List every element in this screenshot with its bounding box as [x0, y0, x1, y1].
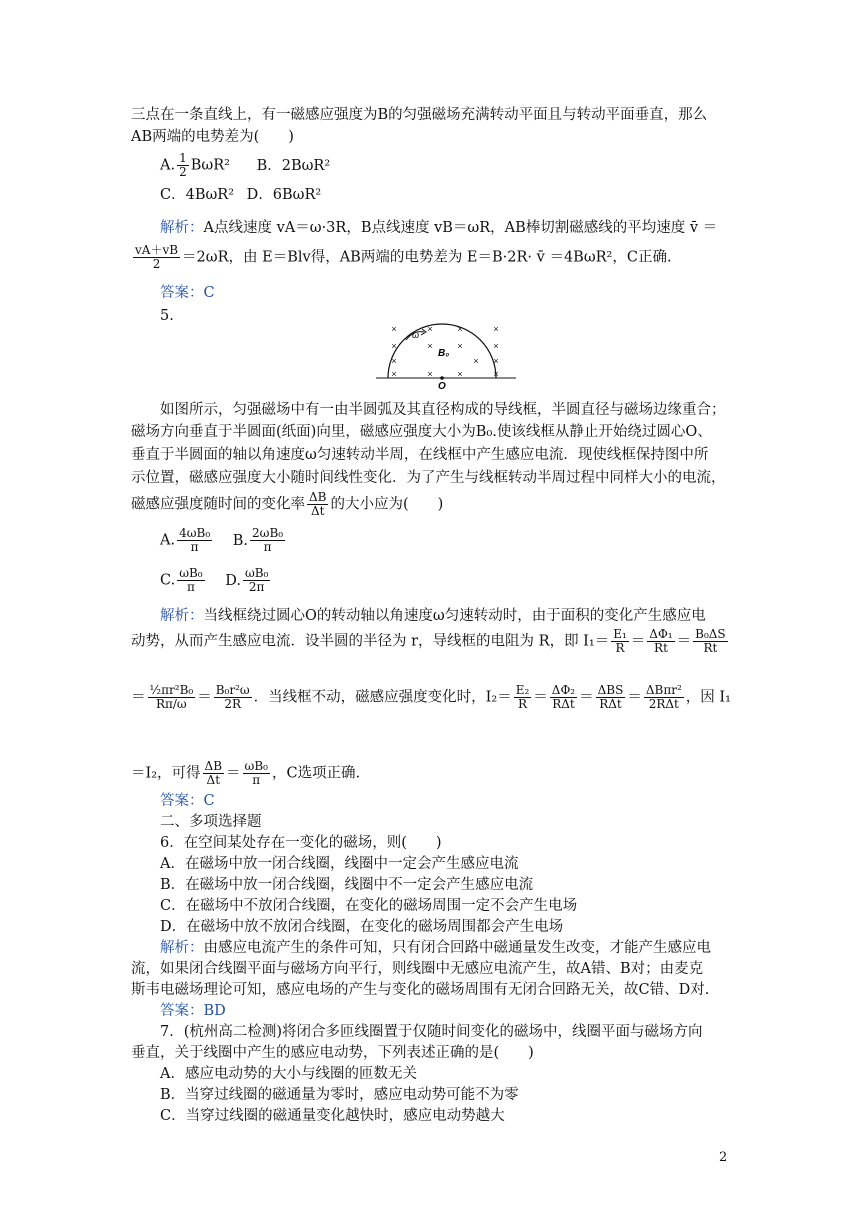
q4-options-cd: [160, 185, 321, 205]
q5-optB-fraction: $\frac{\text{2ωB₀}}{\pi}$: [252, 526, 284, 554]
q4-options-ab: [160, 152, 330, 179]
q5-analysis-line2: 动势，从而产生感应电流．设半圆的半径为 r，导线框的电阻为 R，即 I₁＝ $\frac{\text{E₁}}{R}$ ＝ $\frac{\text{ΔΦ₁}}{Rt}$ ＝ $\frac{\text{B₀ΔS}}{Rt}$: [131, 627, 726, 655]
cross-mark: ×: [427, 324, 433, 334]
cross-mark: ×: [493, 341, 499, 351]
center-label: O: [438, 381, 446, 390]
q4-analysis-line2: $\frac{vA+vB}{2}$ ＝2ωR，由 E＝Blv得，AB两端的电势差为 E＝B·2R· v̄ ＝4BωR²，C正确.: [135, 243, 672, 271]
q4-avg-velocity-fraction: $\frac{vA+vB}{2}$: [135, 243, 179, 271]
page-number: 2: [719, 1150, 728, 1165]
q4-stem-line1: 三点在一条直线上，有一磁感应强度为B的匀强磁场充满转动平面且与转动平面垂直，那么: [131, 107, 708, 123]
q5-figure-semicircle-field: [376, 318, 516, 390]
q6-analysis-line3: 斯韦电磁场理论可知，感应电场的产生与变化的磁场周围有无闭合回路无关，故C错、D对.: [131, 982, 710, 998]
cross-mark: ×: [493, 369, 499, 379]
q4-optC: C．4BωR²: [160, 187, 235, 203]
q5-analysis-line3: ＝ $\frac{\text{½πr²B₀}}{R\pi/\omega}$ ＝ $\frac{\text{B₀r²ω}}{2R}$ ．当线框不动，磁感应强度变化时，I₂＝ $\frac{\text{E₂}}{R}$ ＝ $\frac{\text{ΔΦ₂}}{\text{RΔt}}$ ＝ $\frac{\text{ΔBS}}{\text{RΔt}}$ ＝ $\frac{\text{ΔBπr²}}{\text{2RΔt}}$ ，因 I₁: [131, 683, 731, 711]
q5-rate-fraction: $\frac{\Delta B}{\Delta t}$: [309, 490, 327, 518]
omega-label: ω: [412, 330, 420, 340]
q6-optD: D．在磁场中放不放闭合线圈，在变化的磁场周围都会产生电场: [160, 919, 564, 935]
q5-stem-line3: 垂直于半圆面的轴以角速度ω匀速转动半周，在线框中产生感应电流．现使线框保持图中所: [131, 447, 709, 463]
q5-stem-line1: 如图所示，匀强磁场中有一由半圆弧及其直径构成的导线框，半圆直径与磁场边缘重合；: [160, 402, 726, 418]
q5-optC-fraction: $\frac{\text{ωB₀}}{\pi}$: [179, 566, 203, 594]
q6-stem: 6．在空间某处存在一变化的磁场，则( ): [160, 835, 442, 851]
q7-optA: A．感应电动势的大小与线圈的匝数无关: [160, 1066, 417, 1082]
q5-stem-line2: 磁场方向垂直于半圆面(纸面)向里，磁感应强度大小为B₀.使该线框从静止开始绕过圆心O、: [131, 424, 712, 440]
cross-mark: ×: [427, 369, 433, 379]
q5-stem-line5: 磁感应强度随时间的变化率 $\frac{\Delta B}{\Delta t}$ 的大小应为( ): [131, 490, 444, 518]
q6-analysis-line2: 流，如果闭合线圈平面与磁场方向平行，则线圈中无感应电流产生，故A错、B对；由麦克: [131, 961, 704, 977]
q7-optB: B．当穿过线圈的磁通量为零时，感应电动势可能不为零: [160, 1087, 519, 1103]
cross-mark: ×: [391, 324, 397, 334]
q6-optC: C．在磁场中不放闭合线圈，在变化的磁场周围一定不会产生电场: [160, 898, 578, 914]
cross-mark: ×: [493, 324, 499, 334]
q6-answer: 答案：BD: [160, 1003, 226, 1019]
q5-analysis-line1: 解析：当线框绕过圆心O的转动轴以角速度ω匀速转动时，由于面积的变化产生感应电: [160, 608, 706, 624]
q6-analysis-line1: 解析：由感应电流产生的条件可知，只有闭合回路中磁通量发生改变，才能产生感应电: [160, 940, 711, 956]
q4-analysis-label: 解析：: [160, 220, 204, 236]
q5-analysis-label: 解析：: [160, 608, 204, 624]
q5-optA-fraction: $\frac{\text{4ωB₀}}{\pi}$: [179, 526, 211, 554]
q5-analysis-line4: ＝I₂，可得 $\frac{\Delta B}{\Delta t}$ ＝ $\frac{\text{ωB₀}}{\pi}$ ，C选项正确.: [131, 759, 361, 787]
cross-mark: ×: [473, 356, 479, 366]
cross-mark: ×: [457, 369, 463, 379]
q6-analysis-label: 解析：: [160, 940, 204, 956]
q5-number: 5.: [160, 308, 174, 324]
cross-mark: ×: [493, 356, 499, 366]
center-point: [440, 376, 444, 380]
cross-mark: ×: [391, 369, 397, 379]
q5-options-cd: C. $\frac{\text{ωB₀}}{\pi}$ D. $\frac{\text{ωB₀}}{2\pi}$: [160, 566, 269, 594]
q7-stem-line2: 垂直，关于线圈中产生的感应电动势，下列表述正确的是( ): [131, 1045, 534, 1061]
section-title: 二、多项选择题: [160, 814, 262, 830]
field-label: B₀: [438, 348, 450, 359]
q4-answer: 答案：C: [160, 285, 215, 301]
q7-stem-line1: 7．(杭州高二检测)将闭合多匝线圈置于仅随时间变化的磁场中，线圈平面与磁场方向: [160, 1024, 703, 1040]
q5-stem-line4: 示位置，磁感应强度大小随时间线性变化．为了产生与线框转动半周过程中同样大小的电流，: [131, 470, 726, 486]
q7-optC: C．当穿过线圈的磁通量变化越快时，感应电动势越大: [160, 1108, 505, 1124]
cross-mark: ×: [391, 356, 397, 366]
cross-mark: ×: [457, 324, 463, 334]
q4-stem-line2: AB两端的电势差为( ): [131, 129, 294, 145]
cross-mark: ×: [457, 341, 463, 351]
q4-analysis-line1: 解析：A点线速度 vA＝ω·3R，B点线速度 vB＝ωR，AB棒切割磁感线的平均速度 v̄ ＝: [160, 220, 718, 236]
cross-mark: ×: [427, 341, 433, 351]
q4-optA-fraction: $\frac{1}{2}$: [179, 151, 187, 179]
cross-mark: ×: [391, 341, 397, 351]
q6-optA: A．在磁场中放一闭合线圈，线圈中一定会产生感应电流: [160, 856, 519, 872]
q4-optA-rest: BωR²: [190, 157, 230, 174]
q5-optD-fraction: $\frac{\text{ωB₀}}{2\pi}$: [244, 566, 269, 594]
q4-optB: B．2BωR²: [256, 157, 331, 174]
q4-optA-prefix: A.: [160, 157, 176, 174]
q6-optB: B．在磁场中放一闭合线圈，线圈中不一定会产生感应电流: [160, 877, 534, 893]
q5-answer: 答案：C: [160, 793, 215, 809]
q4-optD: D．6BωR²: [246, 187, 322, 203]
q5-options-ab: A. $\frac{\text{4ωB₀}}{\pi}$ B. $\frac{\text{2ωB₀}}{\pi}$: [160, 526, 284, 554]
